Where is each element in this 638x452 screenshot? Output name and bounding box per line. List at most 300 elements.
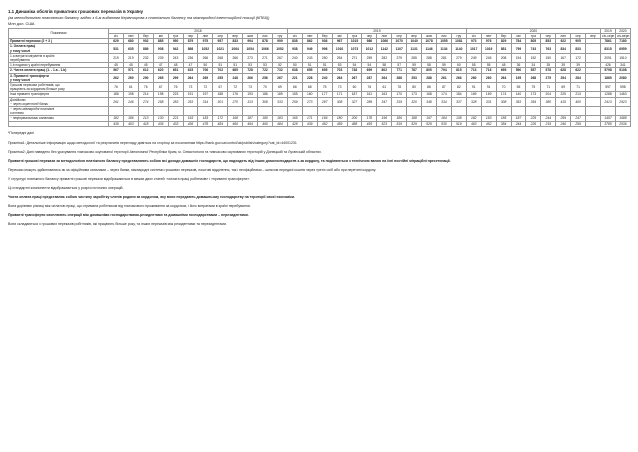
table-cell: 290 (138, 73, 153, 82)
document-title: 1.1 Динаміка обсягів приватних грошових переказів в Україну (8, 9, 144, 14)
table-cell: 1457 (601, 116, 616, 121)
table-cell: 936 (317, 39, 332, 44)
table-cell: 183 (198, 116, 213, 121)
table-cell: 165 (287, 116, 302, 121)
table-cell (511, 107, 526, 116)
month-header: лис (258, 34, 273, 39)
table-cell: 73 (243, 83, 258, 92)
remittances-table (8, 28, 631, 127)
table-cell: 1040 (407, 39, 422, 44)
table-cell: 1107 (392, 44, 407, 53)
table-cell: 1510 (615, 53, 630, 62)
table-cell: 299 (168, 73, 183, 82)
table-cell: 48 (496, 63, 511, 68)
table-cell: 264 (332, 73, 347, 82)
table-cell: 261 (436, 73, 451, 82)
table-cell: 204 (541, 92, 556, 97)
table-cell: 75 (526, 83, 541, 92)
table-cell: 47 (153, 63, 168, 68)
table-cell: 784 (511, 39, 526, 44)
table-cell: 259 (571, 121, 586, 126)
table-cell: 185 (496, 116, 511, 121)
table-cell: 1010 (332, 44, 347, 53)
table-cell: 66 (287, 83, 302, 92)
table-cell: 288 (422, 53, 437, 62)
table-cell (109, 107, 124, 116)
table-cell: 78 (392, 83, 407, 92)
table-cell: 353 (511, 97, 526, 106)
table-cell: 200 (347, 116, 362, 121)
table-cell: 612 (138, 68, 153, 73)
table-cell: 7180 (615, 39, 630, 44)
table-cell: 53 (258, 63, 273, 68)
table-cell: 61 (377, 83, 392, 92)
table-cell: 268 (213, 53, 228, 62)
table-cell: 249 (466, 53, 481, 62)
table-cell: 436 (183, 121, 198, 126)
table-cell: 265 (153, 73, 168, 82)
table-cell: 898 (183, 44, 198, 53)
table-cell: 794 (436, 68, 451, 73)
table-row (9, 73, 631, 82)
table-cell (586, 121, 601, 126)
table-cell: 76 (109, 83, 124, 92)
table-cell: 36 (511, 63, 526, 68)
table-cell: 415 (556, 97, 571, 106)
note-paragraph: Перекази можуть здійснюватись як за офіційними каналами – через банки, міжнародні системи грошових переказів, поштові відділення, так і неофіційними – шляхом передачі коштів через третіх осіб або при перетині кордону. (8, 167, 377, 172)
month-header: лис (436, 34, 451, 39)
table-cell (138, 107, 153, 116)
table-cell: 975 (198, 39, 213, 44)
table-cell: 1055 (436, 39, 451, 44)
table-cell: 228 (302, 73, 317, 82)
month-header: січ-серп (602, 34, 615, 38)
year-header: 2018 (109, 28, 288, 33)
table-cell: 59 (407, 63, 422, 68)
month-header: жов (243, 34, 258, 39)
table-cell: 651 (168, 68, 183, 73)
table-cell: 622 (571, 68, 586, 73)
table-cell: 1078 (422, 39, 437, 44)
table-cell: 829 (496, 39, 511, 44)
table-cell: 39 (556, 63, 571, 68)
table-cell: 34 (526, 63, 541, 68)
row-label: Грошові перекази робітників, що працюють за кордоном більше року (9, 83, 109, 92)
month-header: кві (153, 34, 168, 39)
table-cell (153, 107, 168, 116)
table-cell (168, 107, 183, 116)
table-cell: 284 (571, 73, 586, 82)
table-row (9, 83, 631, 92)
table-cell: 180 (258, 116, 273, 121)
table-cell: 60 (451, 63, 466, 68)
table-cell: 259 (556, 116, 571, 121)
table-cell: 213 (138, 116, 153, 121)
table-cell: 354 (526, 97, 541, 106)
table-row (9, 107, 631, 116)
year-header: 2020 (466, 28, 600, 33)
table-cell (436, 107, 451, 116)
table-cell: 45 (123, 63, 138, 68)
table-cell: 428 (287, 121, 302, 126)
table-cell: 183 (272, 116, 287, 121)
table-cell: 1073 (347, 44, 362, 53)
table-cell: 2080 (615, 73, 630, 82)
table-cell: 331 (481, 97, 496, 106)
table-cell: 198 (153, 92, 168, 97)
table-cell: 138 (451, 116, 466, 121)
table-cell (243, 107, 258, 116)
table-cell: 463 (466, 121, 481, 126)
table-cell: 177 (317, 92, 332, 97)
table-cell (601, 107, 616, 116)
table-cell: 161 (362, 92, 377, 97)
table-cell: 208 (496, 53, 511, 62)
table-cell: 67 (153, 83, 168, 92)
table-cell: 271 (347, 53, 362, 62)
table-cell (362, 107, 377, 116)
table-cell: 35 (541, 63, 556, 68)
table-cell: 75 (317, 83, 332, 92)
table-row (9, 97, 631, 106)
table-cell: 285 (407, 53, 422, 62)
table-cell: 908 (153, 44, 168, 53)
table-row (9, 44, 631, 53)
table-cell: 256 (258, 73, 273, 82)
month-header: вер (407, 34, 422, 39)
month-header: лип (198, 34, 213, 39)
month-header: гру (451, 34, 466, 39)
row-label: 1.b податки у країні перебування (9, 63, 109, 68)
table-cell: 248 (228, 73, 243, 82)
table-cell: 628 (556, 68, 571, 73)
table-cell: 221 (168, 116, 183, 121)
table-cell: 259 (287, 97, 302, 106)
table-cell (123, 107, 138, 116)
table-cell: 73 (332, 83, 347, 92)
table-cell: 319 (392, 97, 407, 106)
table-cell: 275 (541, 73, 556, 82)
table-cell: 39 (571, 63, 586, 68)
table-cell: 862 (302, 39, 317, 44)
table-cell: 193 (243, 92, 258, 97)
table-cell: 289 (362, 97, 377, 106)
table-cell: 732 (272, 68, 287, 73)
table-cell: 484 (213, 121, 228, 126)
table-cell (586, 44, 601, 53)
table-cell: 167 (556, 53, 571, 62)
table-cell: 301 (213, 97, 228, 106)
table-cell: 87 (436, 83, 451, 92)
table-cell: 86 (422, 83, 437, 92)
table-cell: 45 (138, 63, 153, 68)
table-cell: 266 (451, 73, 466, 82)
month-header: лют (123, 34, 138, 39)
table-cell: 258 (153, 97, 168, 106)
table-cell: 771 (392, 68, 407, 73)
table-cell: 247 (571, 116, 586, 121)
table-cell: 214 (138, 92, 153, 97)
table-cell: 597 (601, 83, 616, 92)
table-cell: 1146 (422, 44, 437, 53)
table-cell (586, 107, 601, 116)
table-cell: 620 (153, 68, 168, 73)
table-cell: 347 (377, 97, 392, 106)
table-cell (272, 107, 287, 116)
month-header: жов (422, 34, 437, 39)
table-cell: 2091 (601, 53, 616, 62)
table-cell: 763 (541, 44, 556, 53)
table-cell: 1052 (198, 44, 213, 53)
note-paragraph: У структурі платіжного балансу приватні грошові перекази відображаються в межах двох статей: «оплата праці робітників» і «приватні трансферти». (8, 176, 251, 181)
table-cell: 269 (123, 73, 138, 82)
table-cell: 436 (153, 121, 168, 126)
table-cell: 58 (377, 63, 392, 68)
table-cell: 68 (302, 83, 317, 92)
table-cell: 973 (466, 39, 481, 44)
table-cell: 213 (571, 92, 586, 97)
table-cell: 685 (228, 68, 243, 73)
table-cell: 460 (258, 121, 273, 126)
month-header: чер (183, 34, 198, 39)
month-header: бер (317, 34, 332, 39)
table-cell: 433 (168, 121, 183, 126)
table-cell: 264 (183, 73, 198, 82)
table-cell: 53 (332, 63, 347, 68)
table-cell: 130 (153, 116, 168, 121)
table-cell: 815 (451, 68, 466, 73)
table-cell: 1131 (407, 44, 422, 53)
table-cell: 942 (168, 44, 183, 53)
month-header: січ (466, 34, 481, 39)
row-label: 3. Приватні трансферти у тому числі (9, 73, 109, 82)
month-header: чер (541, 34, 556, 39)
table-cell: 168 (422, 92, 437, 97)
table-cell: 590 (511, 68, 526, 73)
table-cell: 61 (123, 83, 138, 92)
table-cell: 52 (272, 63, 287, 68)
table-cell: 1012 (362, 44, 377, 53)
table-cell: 1054 (243, 44, 258, 53)
table-cell: 950 (168, 39, 183, 44)
table-cell (586, 83, 601, 92)
table-cell: 50 (198, 63, 213, 68)
table-cell: 833 (228, 39, 243, 44)
table-cell: 282 (377, 53, 392, 62)
table-cell: 91 (466, 83, 481, 92)
table-cell: 246 (123, 97, 138, 106)
table-cell: 1066 (377, 39, 392, 44)
month-header: кві (332, 34, 347, 39)
row-label: 1.a витрати мігрантів в країні перебування (9, 53, 109, 62)
table-cell: 494 (243, 121, 258, 126)
table-cell: 805 (526, 39, 541, 44)
table-cell: 722 (258, 68, 273, 73)
row-label: 2. Чиста оплата праці (1. - 1.a - 1.b) (9, 68, 109, 73)
table-cell: 70 (496, 83, 511, 92)
table-cell: 294 (556, 73, 571, 82)
table-cell: 160 (302, 92, 317, 97)
table-cell: 266 (228, 53, 243, 62)
year-header: 2019 (601, 28, 616, 33)
table-cell: 47 (183, 63, 198, 68)
table-cell: 51 (228, 63, 243, 68)
month-header: бер (496, 34, 511, 39)
table-cell: 531 (109, 44, 124, 53)
table-cell: 72 (228, 83, 243, 92)
table-cell: 91 (481, 83, 496, 92)
table-cell: 1688 (615, 116, 630, 121)
row-label: Довідково: − через кореспонд банки (9, 97, 109, 106)
table-cell: 1015 (347, 39, 362, 44)
month-header: січ (109, 34, 124, 39)
row-label: 1. Оплата праці у тому числі (9, 44, 109, 53)
table-cell: 69 (556, 83, 571, 92)
table-cell: 484 (272, 121, 287, 126)
table-cell (407, 107, 422, 116)
note-paragraph: Примітка1: Детальніше інформацію щодо методології та результатів перегляду дивіться на сторінці за посиланням https://bank.gov.ua/control/uk/publish/category?cat_id=44001231 (8, 140, 297, 145)
table-cell: 183 (481, 116, 496, 121)
table-cell: 186 (258, 92, 273, 97)
table-cell: 176 (228, 92, 243, 97)
table-cell: 261 (109, 97, 124, 106)
table-cell: 245 (481, 53, 496, 62)
table-cell: 82 (451, 83, 466, 92)
table-cell: 519 (451, 121, 466, 126)
table-cell: 171 (302, 116, 317, 121)
table-cell (586, 53, 601, 62)
table-cell: 51 (317, 63, 332, 68)
table-cell: 197 (198, 92, 213, 97)
row-label: − через міжнародні платіжні системи (9, 107, 109, 116)
table-cell: 2413 (601, 97, 616, 106)
table-cell: 173 (526, 92, 541, 97)
table-cell: 1052 (272, 44, 287, 53)
table-cell: 638 (287, 68, 302, 73)
table-cell: 308 (258, 97, 273, 106)
table-cell: 274 (138, 97, 153, 106)
table-cell: 938 (287, 44, 302, 53)
table-cell: 225 (556, 92, 571, 97)
table-cell: 1288 (601, 92, 616, 97)
note-paragraph: Вона дорівнює різниці між оплатою праці, що отримана робітником від тимчасового проживання за кордоном, і його витратами в країні перебування. (8, 203, 251, 208)
table-cell: 71 (571, 83, 586, 92)
table-cell: 354 (496, 121, 511, 126)
table-cell: 418 (138, 121, 153, 126)
table-cell: 334 (436, 97, 451, 106)
table-cell: 314 (198, 97, 213, 106)
table-cell: 51 (213, 63, 228, 68)
table-cell: 140 (511, 92, 526, 97)
month-header: січ (287, 34, 302, 39)
table-cell: 699 (362, 68, 377, 73)
table-cell: 174 (436, 92, 451, 97)
table-cell: 996 (317, 44, 332, 53)
table-cell: 713 (466, 68, 481, 73)
table-cell: 635 (123, 44, 138, 53)
table-cell: 221 (287, 73, 302, 82)
month-header: вер (228, 34, 243, 39)
footnote: *Попередні дані (8, 130, 34, 135)
table-cell: 60 (347, 83, 362, 92)
table-cell (571, 107, 586, 116)
month-header: сер (571, 34, 586, 39)
table-cell: 889 (138, 44, 153, 53)
table-cell: 76 (138, 83, 153, 92)
table-cell: 957 (213, 39, 228, 44)
table-cell: 279 (451, 53, 466, 62)
table-cell: 400 (571, 97, 586, 106)
table-cell: 54 (362, 63, 377, 68)
table-cell: 236 (183, 53, 198, 62)
notes-section (8, 141, 630, 226)
table-cell: 223 (168, 92, 183, 97)
table-cell: 267 (272, 53, 287, 62)
indicator-header: Показники (9, 28, 109, 38)
table-cell: 260 (466, 73, 481, 82)
table-cell: 196 (377, 116, 392, 121)
table-cell: 266 (243, 73, 258, 82)
table-cell: 986 (362, 39, 377, 44)
table-cell: 188 (407, 116, 422, 121)
table-cell: 288 (392, 73, 407, 82)
table-cell: 493 (362, 121, 377, 126)
table-cell (287, 107, 302, 116)
month-header: лют (481, 34, 496, 39)
table-cell: 8315 (601, 44, 616, 53)
table-cell: 949 (302, 44, 317, 53)
table-cell: 226 (526, 121, 541, 126)
table-cell: 838 (287, 39, 302, 44)
table-cell: 186 (392, 116, 407, 121)
table-cell: 439 (302, 121, 317, 126)
table-cell: 1134 (436, 44, 451, 53)
table-cell: 264 (496, 73, 511, 82)
year-header: 2019 (287, 28, 466, 33)
table-cell: 195 (511, 73, 526, 82)
table-cell: 728 (243, 68, 258, 73)
table-cell (541, 107, 556, 116)
row-label: Приватні перекази (2 + 3 ) (9, 39, 109, 44)
table-cell: 219 (109, 53, 124, 62)
table-cell: 168 (228, 116, 243, 121)
table-row (9, 121, 631, 126)
table-cell (183, 107, 198, 116)
table-cell: 922 (556, 39, 571, 44)
table-cell (526, 107, 541, 116)
table-cell: 905 (571, 39, 586, 44)
table-cell: 1017 (466, 44, 481, 53)
table-cell: 71 (541, 83, 556, 92)
table-cell: 567 (109, 68, 124, 73)
table-cell: 193 (183, 116, 198, 121)
table-cell: 250 (317, 53, 332, 62)
table-cell: 57 (392, 63, 407, 68)
table-cell (317, 107, 332, 116)
table-cell: 53 (243, 63, 258, 68)
table-cell: 253 (183, 97, 198, 106)
month-header: тра (168, 34, 183, 39)
table-cell: 695 (496, 68, 511, 73)
table-cell: 76 (362, 83, 377, 92)
month-header: вер (586, 34, 601, 39)
month-header: сер (392, 34, 407, 39)
table-cell: 655 (302, 68, 317, 73)
table-cell: 287 (362, 73, 377, 82)
table-cell (213, 107, 228, 116)
table-cell: 320 (407, 97, 422, 106)
table-cell: 6959 (615, 44, 630, 53)
